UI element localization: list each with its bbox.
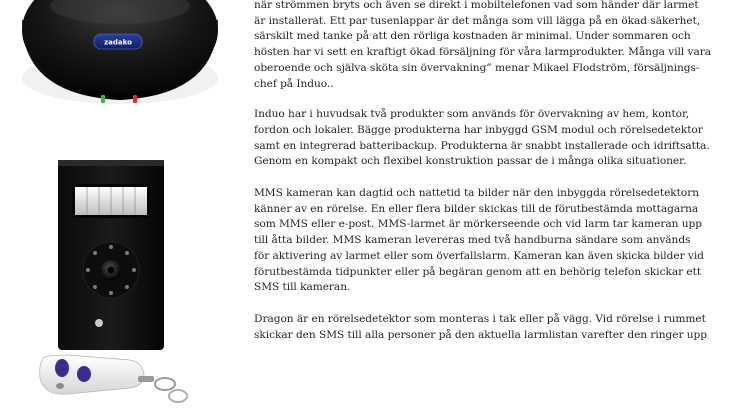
text-line: särskilt med tanke på att den rörliga kostnaden är minimal. Under sommaren och xyxy=(254,30,691,43)
remote-control-icon xyxy=(40,355,187,402)
text-line: fordon och lokaler. Bägge produkterna har inbyggd GSM modul och rörelsedetektor xyxy=(254,123,703,136)
text-line: Genom en kompakt och flexibel konstruktion passar de i många olika situationer. xyxy=(254,155,687,168)
article-paragraph xyxy=(254,107,716,170)
text-line: som MMS eller e-post. MMS-larmet är mörkerseende och vid larm tar kameran upp xyxy=(254,218,702,231)
text-line: MMS kameran kan dagtid och nattetid ta bilder när den inbyggda rörelsedetektorn xyxy=(254,187,699,200)
text-line: för aktivering av larmet eller som överfallslarm. Kameran kan även skicka bilder vid xyxy=(254,249,704,262)
mms-camera-icon xyxy=(20,150,210,419)
article-body xyxy=(254,0,716,359)
text-line: Induo har i huvudsak två produkter som används för övervakning av hem, kontor, xyxy=(254,108,690,121)
text-line: till åtta bilder. MMS kameran levereras med två handburna sändare som används xyxy=(254,234,691,247)
text-line: förutbestämda tidpunkter eller på begäran genom att en behörig telefon skickar ett xyxy=(254,265,702,278)
text-line: skickar den SMS till alla personer på den aktuella larmlistan varefter den ringer upp xyxy=(254,328,708,341)
text-line: Dragon är en rörelsedetektor som monteras i tak eller på vägg. Vid rörelse i rummet xyxy=(254,312,706,325)
text-line: oberoende och själva sköta sin övervakning” menar Mikael Flodström, försäljnings- xyxy=(254,61,700,74)
article-paragraph xyxy=(254,186,716,296)
text-line: chef på Induo.. xyxy=(254,77,334,90)
text-line: samt en integrerad batteribackup. Produkterna är snabbt installerade och idriftsatta. xyxy=(254,139,710,152)
article-paragraph xyxy=(254,312,716,343)
text-line: när strömmen bryts och även se direkt i mobiltelefonen vad som händer där larmet xyxy=(254,0,699,11)
article-paragraph xyxy=(254,0,716,92)
text-line: SMS till kameran. xyxy=(254,281,351,294)
text-line: känner av en rörelse. En eller flera bilder skickas till de förutbestämda mottagarna xyxy=(254,202,699,215)
gsm-logo-text: zadako xyxy=(104,38,132,47)
text-line: hösten har vi sett en kraftigt ökad försäljning för våra larmprodukter. Många vill vara xyxy=(254,46,712,59)
product-images xyxy=(0,0,240,419)
gsm-alarm-device-icon xyxy=(0,0,240,110)
text-line: är installerat. Ett par tusenlappar är det många som vill lägga på en ökad säkerhet, xyxy=(254,14,701,27)
